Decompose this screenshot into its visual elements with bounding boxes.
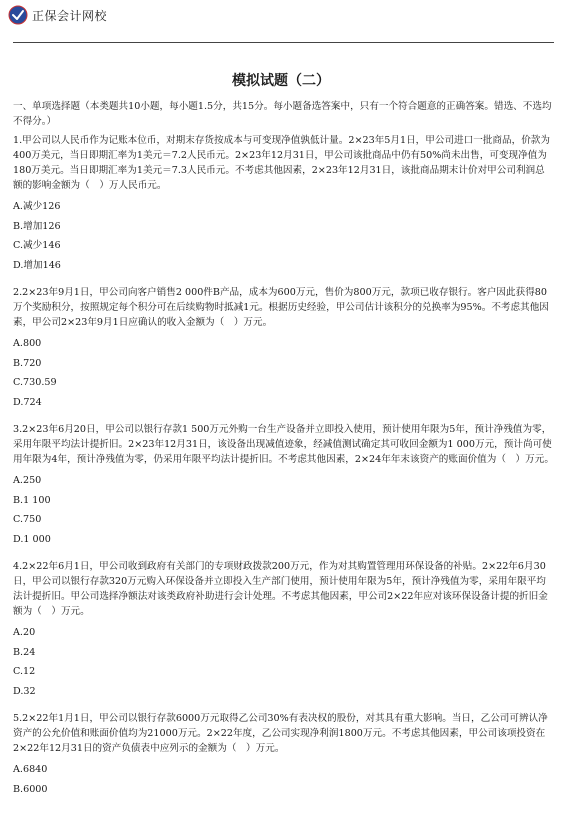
option-b[interactable]: B.1 100	[13, 494, 51, 506]
question-2	[13, 285, 554, 412]
question-stem: 2.2×23年9月1日，甲公司向客户销售2 000件B产品，成本为600万元，售价为800万元，款项已收存银行。客户因此获得80万个奖励积分，按照规定每个积分可在后续购物时抵减1元。根据历史经验，甲公司估计该积分的兑换率为95%。不考虑其他因素，甲公司2×23年9月1日应确认的收入金额为（ ）万元。	[13, 287, 549, 328]
header	[8, 4, 107, 26]
question-1	[13, 133, 554, 275]
question-stem: 3.2×23年6月20日，甲公司以银行存款1 500万元外购一台生产设备并立即投入使用，预计使用年限为5年，预计净残值为零，采用年限平均法计提折旧。2×23年12月31日，该设备出现减值迹象，经减值测试确定其可收回金额为1 000万元，预计尚可使用年限为4年，预计净残值为零，仍采用年限平均法计提折旧。不考虑其他因素，2×24年年末该资产的账面价值为（ ）万元。	[13, 424, 554, 465]
option-a[interactable]: A.20	[13, 627, 36, 638]
exam-content	[13, 99, 554, 799]
question-3	[13, 422, 554, 549]
option-d[interactable]: D.724	[13, 396, 42, 408]
brand-name: 正保会计网校	[32, 8, 108, 23]
option-c[interactable]: C.减少146	[13, 240, 61, 251]
option-b[interactable]: B.24	[13, 646, 36, 658]
option-a[interactable]: A.减少126	[13, 201, 61, 212]
section-intro: 一、单项选择题（本类题共10小题，每小题1.5分，共15分。每小题备选答案中，只有一个符合题意的正确答案。错选、不选均不得分。）	[13, 101, 552, 127]
option-b[interactable]: B.增加126	[13, 220, 61, 232]
question-5	[13, 711, 554, 799]
header-divider	[13, 42, 554, 43]
option-d[interactable]: D.1 000	[13, 533, 51, 545]
option-d[interactable]: D.增加146	[13, 259, 61, 271]
question-4	[13, 559, 554, 701]
question-stem: 4.2×22年6月1日，甲公司收到政府有关部门的专项财政拨款200万元，作为对其购置管理用环保设备的补贴。2×22年6月30日，甲公司以银行存款320万元购入环保设备并立即投入生产部门使用，预计使用年限为5年，预计净残值为零，采用年限平均法计提折旧。甲公司选择净额法对该类政府补助进行会计处理。不考虑其他因素，甲公司2×22年应对该环保设备计提的折旧金额为（ ）万元。	[13, 561, 548, 617]
option-c[interactable]: C.730.59	[13, 377, 57, 388]
option-d[interactable]: D.32	[13, 685, 36, 697]
zhengbao-logo-icon	[8, 5, 28, 25]
option-c[interactable]: C.750	[13, 514, 42, 525]
question-stem: 1.甲公司以人民币作为记账本位币，对期末存货按成本与可变现净值孰低计量。2×23年5月1日，甲公司进口一批商品，价款为400万美元，当日即期汇率为1美元＝7.2人民币元。2×23年12月31日，甲公司该批商品中仍有50%尚未出售，可变现净值为180万美元。当日即期汇率为1美元＝7.3人民币元。不考虑其他因素，2×23年12月31日，该批商品期末计价对甲公司利润总额的影响金额为（ ）万人民币元。	[13, 135, 550, 191]
option-c[interactable]: C.12	[13, 666, 36, 677]
option-b[interactable]: B.6000	[13, 783, 48, 795]
question-stem: 5.2×22年1月1日，甲公司以银行存款6000万元取得乙公司30%有表决权的股份，对其具有重大影响。当日，乙公司可辨认净资产的公允价值和账面价值均为21000万元。2×22年度，乙公司实现净利润1800万元。不考虑其他因素，甲公司该项投资在2×22年12月31日的资产负债表中应列示的金额为（ ）万元。	[13, 713, 548, 754]
option-a[interactable]: A.6840	[13, 764, 48, 775]
option-a[interactable]: A.250	[13, 475, 42, 486]
option-b[interactable]: B.720	[13, 357, 42, 369]
page-title: 模拟试题（二）	[232, 73, 330, 89]
option-a[interactable]: A.800	[13, 338, 42, 349]
